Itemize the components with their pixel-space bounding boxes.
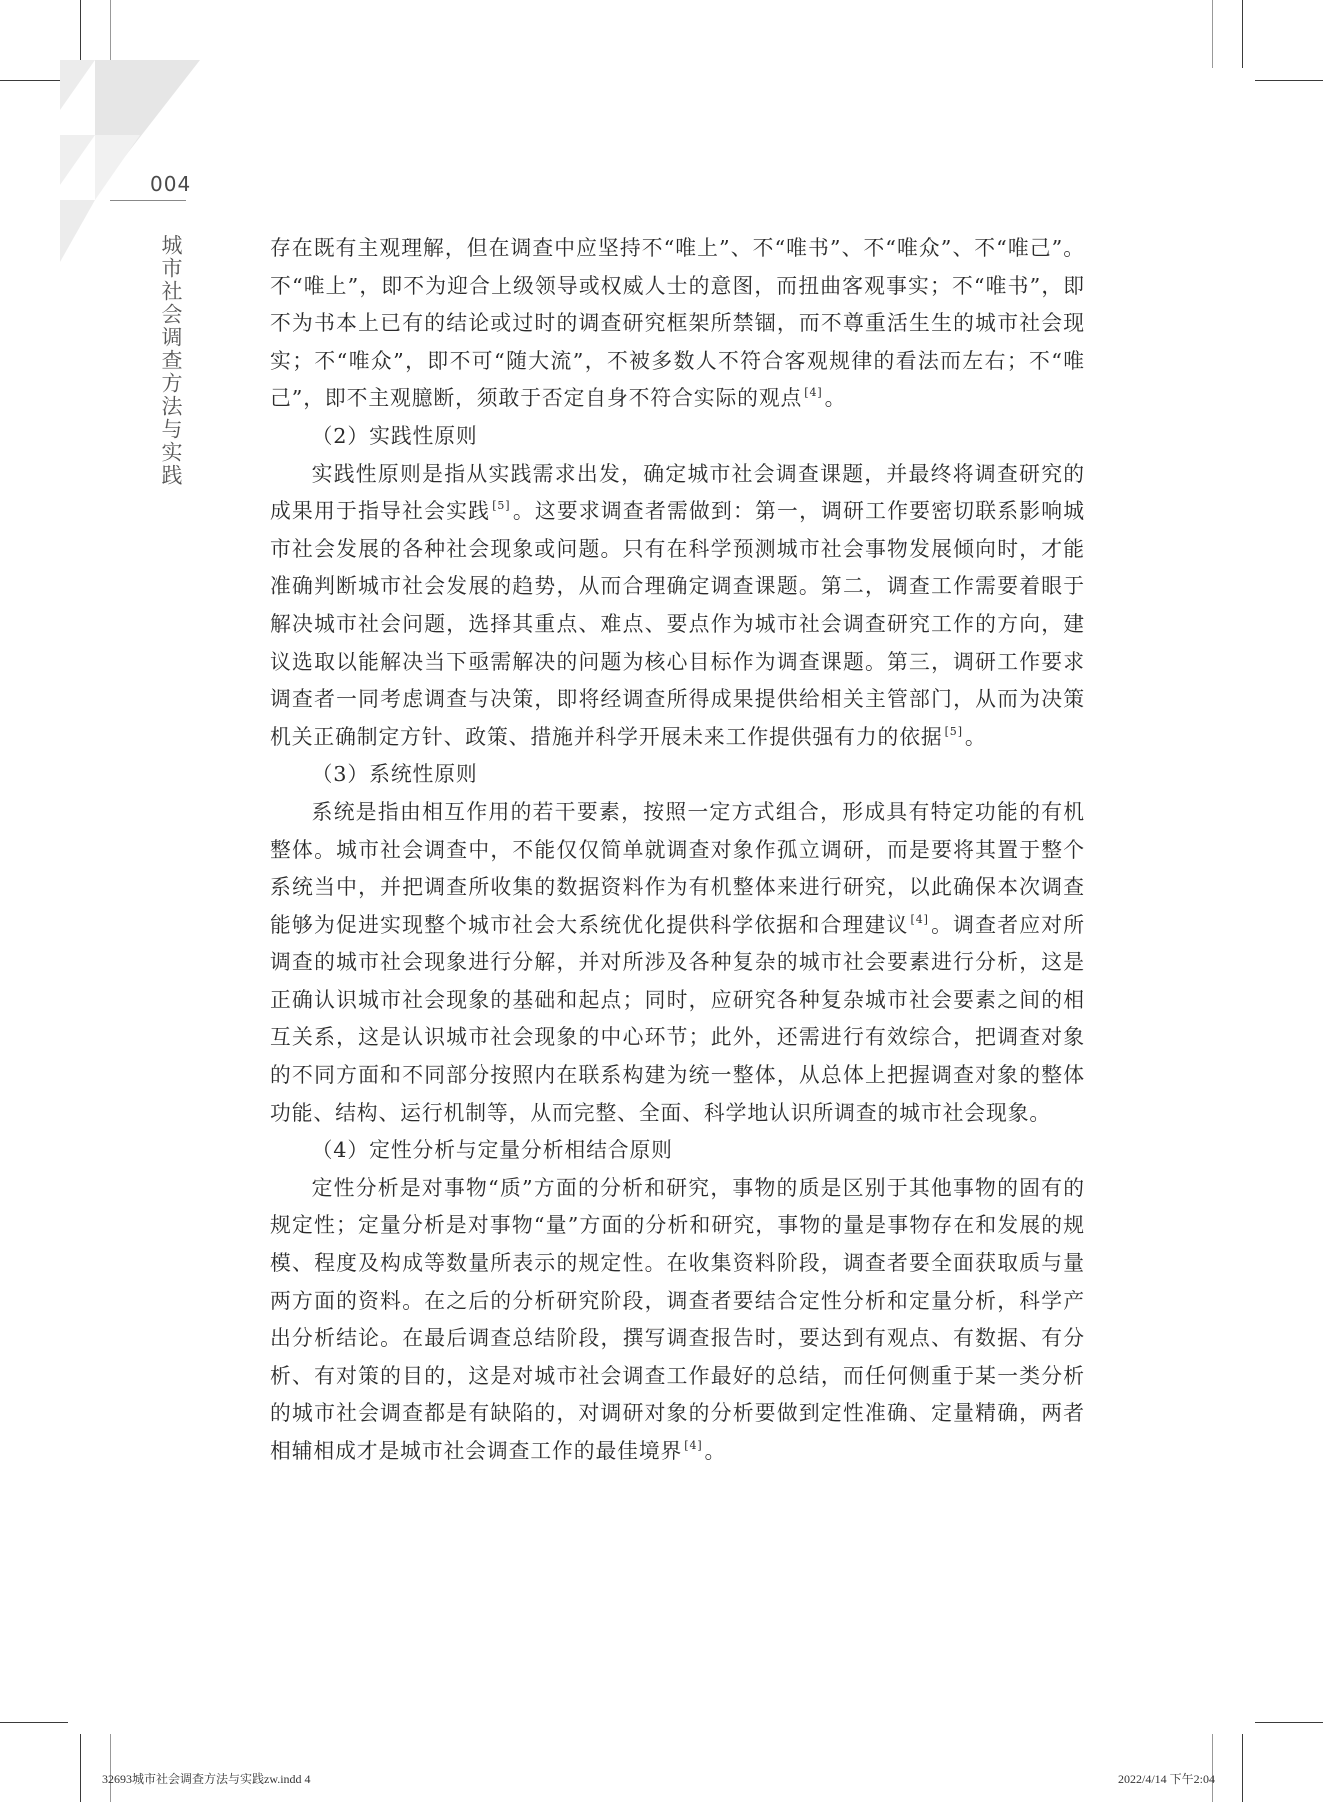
citation: [5] [492, 499, 511, 513]
crop-mark [1255, 1722, 1323, 1723]
section-heading: （3）系统性原则 [311, 762, 478, 787]
crop-mark [0, 1722, 68, 1723]
paragraph: 实践性原则是指从实践需求出发，确定城市社会调查课题，并最终将调查研究的成果用于指导社会实践 [5]。这要求调查者需做到：第一，调研工作要密切联系影响城市社会发展的各种社会现象或问题。只有在科学预测城市社会事物发展倾向时，才能准确判断城市社会发展的趋势，从而合理确定调查课题。第二，调查工作需要着眼于解决城市社会问题，选择其重点、难点、要点作为城市社会调查研究工作的方向，建议选取以能解决当下亟需解决的问题为核心目标作为调查课题。第三，调研工作要求调查者一同考虑调查与决策，即将经调查所得成果提供给相关主管部门，从而为决策机关正确制定方针、政策、措施并科学开展未来工作提供强有力的依据 [5]。 [270, 461, 1086, 749]
page-number: 004 [150, 172, 192, 196]
crop-mark [1242, 1734, 1243, 1802]
decorative-triangles [0, 0, 210, 270]
paragraph: 定性分析是对事物“质”方面的分析和研究，事物的质是区别于其他事物的固有的规定性；定量分析是对事物“量”方面的分析和研究，事物的量是事物存在和发展的规模、程度及构成等数量所表示的规定性。在收集资料阶段，调查者要全面获取质与量两方面的资料。在之后的分析研究阶段，调查者要结合定性分析和定量分析，科学产出分析结论。在最后调查总结阶段，撰写调查报告时，要达到有观点、有数据、有分析、有对策的目的，这是对城市社会调查工作最好的总结，而任何侧重于某一类分析的城市社会调查都是有缺陷的，对调研对象的分析要做到定性准确、定量精确，两者相辅相成才是城市社会调查工作的最佳境界 [4]。 [270, 1175, 1085, 1463]
citation: [4] [684, 1439, 703, 1452]
page-number-rule [110, 200, 186, 201]
crop-mark [1212, 1734, 1213, 1802]
section-heading: （4）定性分析与定量分析相结合原则 [311, 1138, 673, 1163]
paragraph: 存在既有主观理解，但在调查中应坚持不“唯上”、不“唯书”、不“唯众”、不“唯己”。不“唯上”，即不为迎合上级领导或权威人士的意图，而扭曲客观事实；不“唯书”，即不为书本上已有的结论或过时的调查研究框架所禁锢，而不尊重活生生的城市社会现实；不“唯众”，即不可“随大流”，不被多数人不符合客观规律的看法而左右；不“唯己”，即不主观臆断，须敢于否定自身不符合实际的观点 [4]。 [270, 236, 1085, 411]
print-file-info: 32693城市社会调查方法与实践zw.indd 4 [102, 1772, 311, 1786]
citation: [4] [910, 912, 929, 926]
crop-mark [1242, 0, 1243, 68]
paragraph: 系统是指由相互作用的若干要素，按照一定方式组合，形成具有特定功能的有机整体。城市社会调查中，不能仅仅简单就调查对象作孤立调研，而是要将其置于整个系统当中，并把调查所收集的数据资料作为有机整体来进行研究，以此确保本次调查能够为促进实现整个城市社会大系统优化提供科学依据和合理建议 [4]。调查者应对所调查的城市社会现象进行分解，并对所涉及各种复杂的城市社会要素进行分析，这是正确认识城市社会现象的基础和起点；同时，应研究各种复杂城市社会要素之间的相互关系，这是认识城市社会现象的中心环节；此外，还需进行有效综合，把调查对象的不同方面和不同部分按照内在联系构建为统一整体，从总体上把握调查对象的整体功能、结构、运行机制等，从而完整、全面、科学地认识所调查的城市社会现象。 [270, 799, 1085, 1125]
crop-mark [1212, 0, 1213, 68]
citation: [5] [944, 724, 963, 738]
body-text [270, 230, 1085, 1471]
crop-mark [1255, 80, 1323, 81]
print-timestamp: 2022/4/14 下午2:04 [1117, 1772, 1215, 1786]
crop-mark [110, 1734, 111, 1802]
section-heading: （2）实践性原则 [311, 423, 478, 448]
citation: [4] [804, 386, 823, 400]
running-title: 城市社会调查方法与实践 [159, 234, 183, 487]
crop-mark [80, 1734, 81, 1802]
